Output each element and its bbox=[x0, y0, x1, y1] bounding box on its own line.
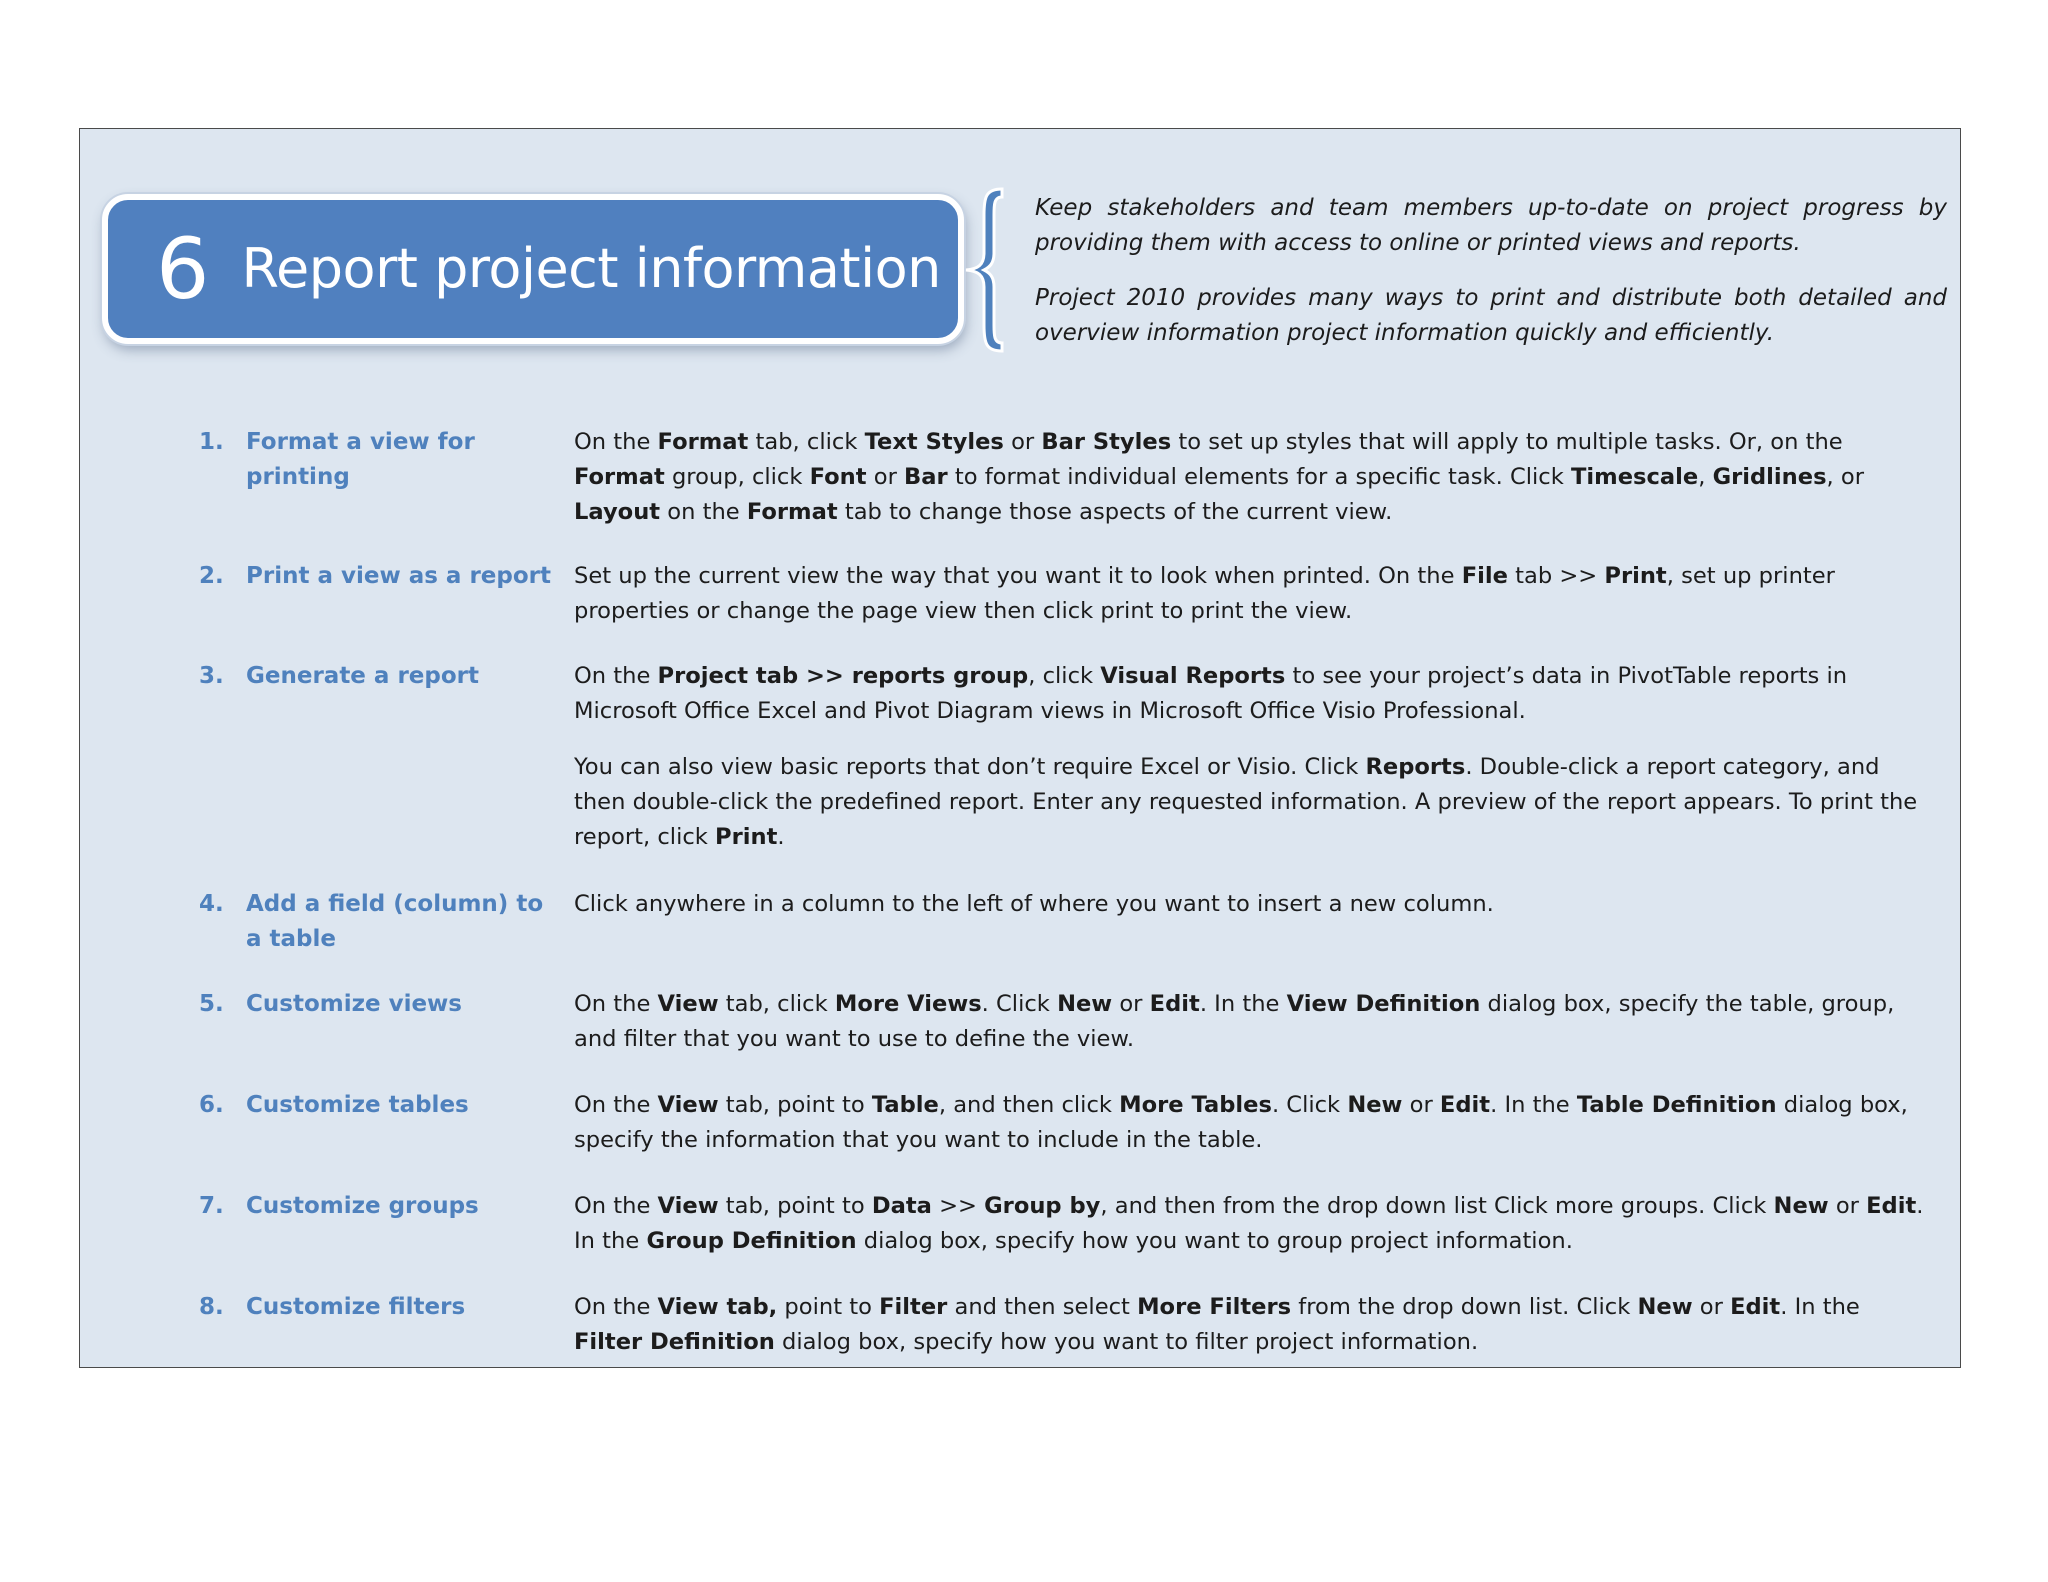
description-paragraph: On the Format tab, click Text Styles or Bar Styles to set up styles that will apply to multiple tasks. Or, on the Format group, click Font or Bar to format individual elements for a specific task. Click Timescale, Gridlines, or Layout on the Format tab to change those aspects of the current view. bbox=[574, 429, 1864, 525]
item-label: Add a field (column) to a table bbox=[246, 891, 544, 952]
item-description bbox=[574, 1290, 1934, 1360]
section-title-banner bbox=[102, 194, 964, 344]
brace-bracket-icon bbox=[964, 185, 1024, 355]
description-paragraph: Click anywhere in a column to the left of where you want to insert a new column. bbox=[574, 891, 1494, 917]
intro-paragraph: Keep stakeholders and team members up-to-date on project progress by providing them with access to online or printed views and reports. bbox=[1035, 195, 1947, 256]
description-paragraph: On the View tab, point to Data >> Group by, and then from the drop down list Click more groups. Click New or Edit. In the Group Definition dialog box, specify how you want to group project information. bbox=[574, 1193, 1924, 1254]
item-description bbox=[574, 1088, 1934, 1158]
item-label: Customize tables bbox=[246, 1092, 469, 1118]
item-description bbox=[574, 425, 1934, 530]
item-number: 5. bbox=[199, 991, 224, 1017]
description-paragraph: On the View tab, point to Table, and then click More Tables. Click New or Edit. In the Table Definition dialog box, specify the information that you want to include in the table. bbox=[574, 1092, 1908, 1153]
section-number: 6 bbox=[156, 220, 210, 318]
description-paragraph: On the View tab, point to Filter and then select More Filters from the drop down list. Click New or Edit. In the Filter Definition dialog box, specify how you want to filter project information. bbox=[574, 1294, 1860, 1355]
item-number: 1. bbox=[199, 429, 224, 455]
item-number: 6. bbox=[199, 1092, 224, 1118]
description-paragraph: Set up the current view the way that you want it to look when printed. On the File tab >> Print, set up printer properties or change the page view then click print to print the view. bbox=[574, 563, 1835, 624]
item-number: 3. bbox=[199, 663, 224, 689]
item-number: 4. bbox=[199, 891, 224, 917]
item-label: Customize groups bbox=[246, 1193, 479, 1219]
item-description bbox=[574, 887, 1934, 922]
intro-paragraph: Project 2010 provides many ways to print and distribute both detailed and overview information project information quickly and efficiently. bbox=[1035, 285, 1947, 346]
item-label: Customize views bbox=[246, 991, 462, 1017]
item-description bbox=[574, 1189, 1934, 1259]
item-description bbox=[574, 987, 1934, 1057]
content-panel bbox=[79, 128, 1961, 1368]
description-paragraph: You can also view basic reports that don’t require Excel or Visio. Click Reports. Double-click a report category, and then double-click the predefined report. Enter any requested information. A preview of the report appears. To print the report, click Print. bbox=[574, 754, 1918, 850]
item-number: 2. bbox=[199, 563, 224, 589]
item-description bbox=[574, 559, 1934, 629]
item-label: Print a view as a report bbox=[246, 563, 552, 589]
item-label: Format a view for printing bbox=[246, 429, 475, 490]
item-number: 7. bbox=[199, 1193, 224, 1219]
section-title: Report project information bbox=[241, 237, 941, 300]
item-label: Customize filters bbox=[246, 1294, 466, 1320]
description-paragraph: On the Project tab >> reports group, click Visual Reports to see your project’s data in PivotTable reports in Microsoft Office Excel and Pivot Diagram views in Microsoft Office Visio Professional. bbox=[574, 663, 1848, 724]
item-label: Generate a report bbox=[246, 663, 479, 689]
item-description bbox=[574, 659, 1934, 855]
item-number: 8. bbox=[199, 1294, 224, 1320]
section-intro bbox=[1035, 191, 1947, 351]
description-paragraph: On the View tab, click More Views. Click New or Edit. In the View Definition dialog box, specify the table, group, and filter that you want to use to define the view. bbox=[574, 991, 1895, 1052]
